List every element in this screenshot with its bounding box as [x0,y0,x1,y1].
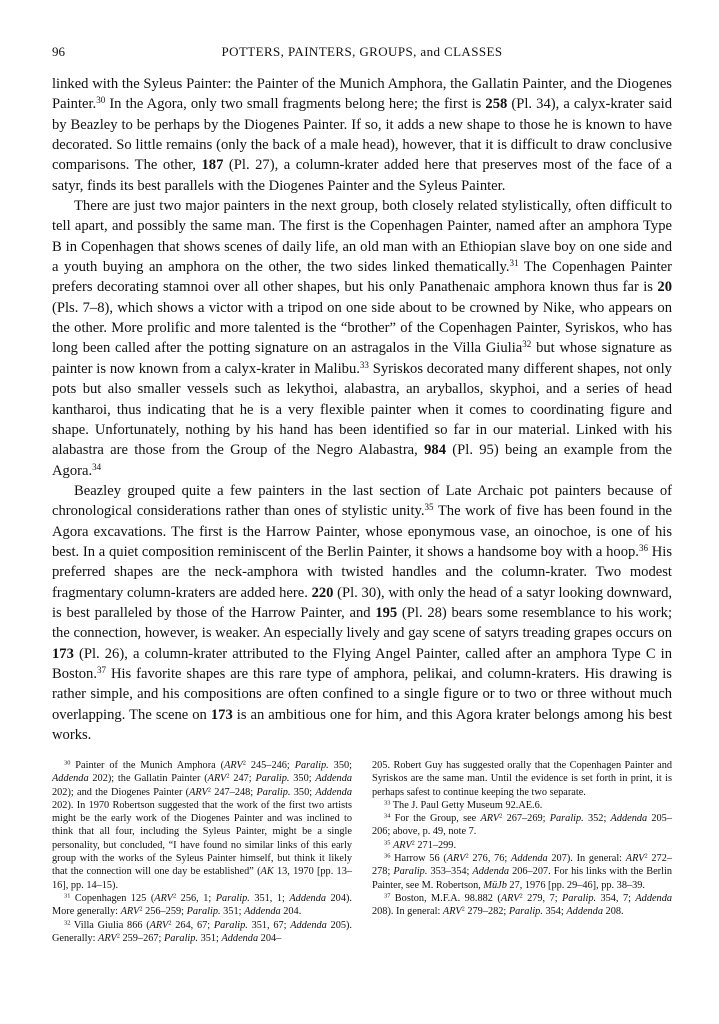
footnote [372,799,672,812]
text-run: Addenda [244,906,281,918]
paragraph [52,74,672,196]
note-ref: 2 [465,852,469,860]
text-run: Addenda [221,932,259,944]
note-ref: 2 [207,786,211,794]
text-run: 245–246; [245,760,295,771]
text-run: Addenda [610,813,648,825]
text-run: Boston, M.F.A. 98.882 ( [390,892,501,904]
text-run: ARV [207,773,227,785]
text-run: ARV [500,892,520,904]
text-run: ARV [149,919,169,931]
catalogue-number: 258 [485,96,508,113]
text-run: 279–282; [464,906,509,918]
note-ref: 2 [116,932,120,940]
text-run: 204). More generally: [52,892,352,918]
footnote [372,812,672,839]
text-run: ARV [189,786,208,798]
text-run: Syriskos decorated many different shapes, not only pots but also smaller vessels such as lekythoi, alabastra, an aryballos, skyphoi, and a series of head kantharoi, thus indicating that he is a very flexible painter when it comes to coordinating figure and shape. Unfortunately, nothing by his hand has been identified so far in our material. Linked with his alabastra are those from the Group of the Negro Alabastra, [52,360,672,459]
note-ref: 2 [168,919,172,927]
text-run: Paralip. [549,813,584,825]
text-run: (Pls. 7–8), which shows a victor with a tripod on one side about to be crowned by Nike, who appears on the other. More prolific and more talented is the “brother” of the Copenhagen Painter, Syriskos, who has long been called after the potting signature on an astragalos in the Villa Giulia [52,299,672,357]
note-ref: 30 [96,95,106,106]
text-run: His favorite shapes are this rare type of amphora, pelikai, and column-kraters. His drawing is rather simple, and his compositions are often confined to a single figure or to two or three without much overlapping. The scene on [52,665,672,723]
note-ref: 30 [64,759,71,767]
footnote [372,852,672,892]
text-run: 350; [289,773,316,785]
footnotes-right-column [372,759,672,945]
note-ref: 36 [638,542,648,553]
note-ref: 34 [384,812,391,820]
text-run: 202); and the Diogenes Painter ( [52,786,190,798]
catalogue-number: 173 [210,706,233,723]
note-ref: 34 [92,461,102,472]
note-ref: 2 [411,839,415,847]
footnote [52,919,352,946]
text-run: Paralip. [255,773,290,785]
text-run: ARV [98,932,117,944]
text-run: (Pl. 30), with only the head of a satyr looking downward, is best paralleled by those of the Harrow Painter, and [52,584,673,621]
text-run: Paralip. [213,919,248,931]
footnote [372,759,672,799]
text-run: 208. [602,906,624,918]
text-run: is an ambitious one for him, and this Agora krater belongs among his best works. [52,706,673,743]
text-run: Painter of the Munich Amphora ( [70,760,225,771]
text-run: 208). In general: [372,906,443,918]
text-run: 351; [220,906,245,918]
text-run: 279, 7; [522,892,563,904]
footnotes-left-column [52,759,352,945]
text-run: 271–299. [414,839,457,851]
catalogue-number: 984 [424,442,446,459]
catalogue-number: 20 [657,279,672,296]
text-run: Paralip. [186,906,221,918]
note-ref: 36 [384,852,391,860]
text-run: but whose signature as painter is now known from a calyx-krater in Malibu. [52,340,672,377]
text-run: 256, 1; [176,892,216,904]
text-run: The work of five has been found in the Agora excavations. The first is the Harrow Painter, whose eponymous vase, an oinochoe, is one of his best. In a quiet composition reminiscent of the Berlin Painter, it shows a handsome boy with a hoop. [52,503,672,560]
text-run: (Pl. 26), a column-krater attributed to the Flying Angel Painter, called after an amphora Type C in Boston. [52,645,672,682]
footnote [372,839,672,852]
text-run: Paralip. [393,866,428,878]
text-run: 27, 1976 [pp. 29–46], pp. 38–39. [506,879,646,891]
catalogue-number: 173 [52,645,74,662]
text-run: 351; [198,932,222,944]
note-ref: 31 [509,258,519,269]
text-run: 353–354; [427,866,473,878]
text-run: Addenda [315,773,352,785]
text-run: linked with the Syleus Painter: the Painter of the Munich Amphora, the Gallatin Painter, and the Diogenes Painter. [52,76,672,113]
text-run: 264, 67; [171,919,214,931]
text-run: Addenda [472,866,510,878]
text-run: Paralip. [562,892,597,904]
text-run: 352; [583,813,611,825]
text-run: Addenda [511,853,548,865]
page-header [52,44,672,64]
text-run: ARV [625,853,645,865]
text-run: 207). In general: [547,853,626,865]
text-run: For the Group, see [390,813,481,825]
catalogue-number: 220 [311,584,334,601]
text-run: 354; [542,906,567,918]
text-run: (Pl. 27), a column-krater added here that preserves most of the face of a satyr, finds its best parallels with the Diogenes Painter and the Syleus Painter. [52,157,672,194]
note-ref: 2 [461,905,465,913]
text-run: 256–259; [142,906,187,918]
text-run: 202); the Gallatin Painter ( [88,773,208,785]
note-ref: 35 [384,839,391,847]
note-ref: 37 [384,892,391,900]
text-run: There are just two major painters in the next group, both closely related stylistically, often difficult to tell apart, and possibly the same man. The first is the Copenhagen Painter, named after an amphora Type B in Copenhagen that shows scenes of daily life, an old man with an Ethiopian slave boy on one side and a youth buying an amphora on the other, the two sides linked thematically. [52,198,672,276]
text-run: Paralip. [163,932,199,944]
note-ref: 2 [644,852,648,860]
footnote [52,892,352,919]
text-run: 13, 1970 [pp. 13–16], pp. 14–15). [52,866,352,891]
text-run: Harrow 56 ( [390,853,447,865]
text-run: His preferred shapes are the neck-amphora with twisted handles and the column-krater. Two modest fragmentary column-kraters are added here. [52,543,673,601]
text-run: ARV [442,906,462,918]
paragraph [52,481,672,745]
text-run: 351, 67; [247,919,291,931]
note-ref: 2 [139,905,143,913]
note-ref: 2 [172,892,177,900]
note-ref: 37 [97,665,107,675]
text-run: 267–269; [502,813,550,825]
text-run: MüJb [483,879,507,891]
text-run: Paralip. [256,786,291,798]
text-run: Addenda [635,892,672,904]
catalogue-number: 195 [375,604,398,621]
text-run: Paralip. [294,760,329,771]
text-run: 206–207. For his links with the Berlin Painter, see M. Robertson, [372,866,672,891]
text-run: Paralip. [508,906,543,918]
text-run: (Pl. 34), a calyx-krater said by Beazley to be perhaps by the Diogenes Painter. If so, it adds a new shape to those he is known to have decorated. So little remains (only the back of a male head), however, that it is difficult to draw conclusive comparisons. The other, [52,96,672,174]
note-ref: 2 [519,892,523,900]
text-run: AK [260,866,274,878]
text-run: Addenda [290,919,327,931]
footnote [372,892,672,919]
text-run: The J. Paul Getty Museum 92.AE.6. [390,799,543,811]
text-run: 351, 1; [249,892,290,904]
text-run: 350; [328,760,352,771]
note-ref: 32 [64,919,71,927]
note-ref: 33 [384,799,391,807]
note-ref: 33 [359,359,369,370]
note-ref: 2 [242,759,246,767]
text-run: (Pl. 28) bears some resemblance to his work; the connection, however, is weaker. An especially lively and gay scene of satyrs treading grapes occurs on [52,604,672,642]
text-run: Paralip. [215,892,250,904]
text-run: 205). Generally: [52,919,352,944]
text-run: 204. [280,906,302,918]
text-run: The Copenhagen Painter prefers decorating stamnoi over all other shapes, but his only Panathenaic amphora known thus far is [52,259,672,296]
page-number: 96 [52,44,65,59]
text-run: ARV [120,906,140,918]
text-run: 205. Robert Guy has suggested orally that the Copenhagen Painter and Syriskos are the same man. Until the evidence is set forth in print, it is perhaps safest to continue keeping the two separate. [372,760,672,798]
text-run: 272–278; [372,853,672,878]
text-run: Addenda [289,892,326,904]
text-run: Villa Giulia 866 ( [70,919,150,931]
note-ref: 35 [424,502,434,513]
text-run: Beazley grouped quite a few painters in the last section of Late Archaic pot painters because of chronological considerations rather than ones of stylistic unity. [52,482,672,520]
body-text [52,74,672,745]
text-run: 350; [290,786,316,798]
note-ref: 2 [226,772,230,780]
text-run: 202). In 1970 Robertson suggested that the work of the first two artists might be the early work of the Diogenes Painter and was inclined to think that all four, including the Syleus Painter, might be a single personality, but concluded, “I have found no similar links of this early group with the works of the Syleus Painter himself, but think it likely that the connection will one day be established” ( [52,799,352,878]
note-ref: 2 [499,812,503,820]
text-run: In the Agora, only two small fragments belong here; the first is [105,96,486,113]
footnote [52,759,352,892]
text-run: 205–206; above, p. 49, note 7. [372,813,672,838]
note-ref: 32 [522,339,532,350]
running-title: POTTERS, PAINTERS, GROUPS, and CLASSES [221,44,503,59]
text-run: Copenhagen 125 ( [70,892,155,904]
catalogue-number: 187 [201,157,224,174]
text-run: ARV [154,892,173,904]
text-run: 247; [229,773,256,785]
text-run: (Pl. 95) being an example from the Agora. [52,442,673,479]
text-run: 204– [258,932,282,944]
text-run: 354, 7; [596,892,636,904]
paragraph [52,196,672,481]
text-run: 247–248; [210,786,257,798]
text-run: ARV [392,839,412,851]
text-run: ARV [480,813,500,825]
text-run: ARV [446,853,466,865]
note-ref: 31 [64,892,71,900]
text-run: 276, 76; [468,853,512,865]
text-run: Addenda [52,773,89,785]
text-run: ARV [224,760,243,771]
text-run: 259–267; [119,932,164,944]
text-run: Addenda [315,786,352,798]
text-run: Addenda [566,906,603,918]
footnotes [52,759,672,945]
